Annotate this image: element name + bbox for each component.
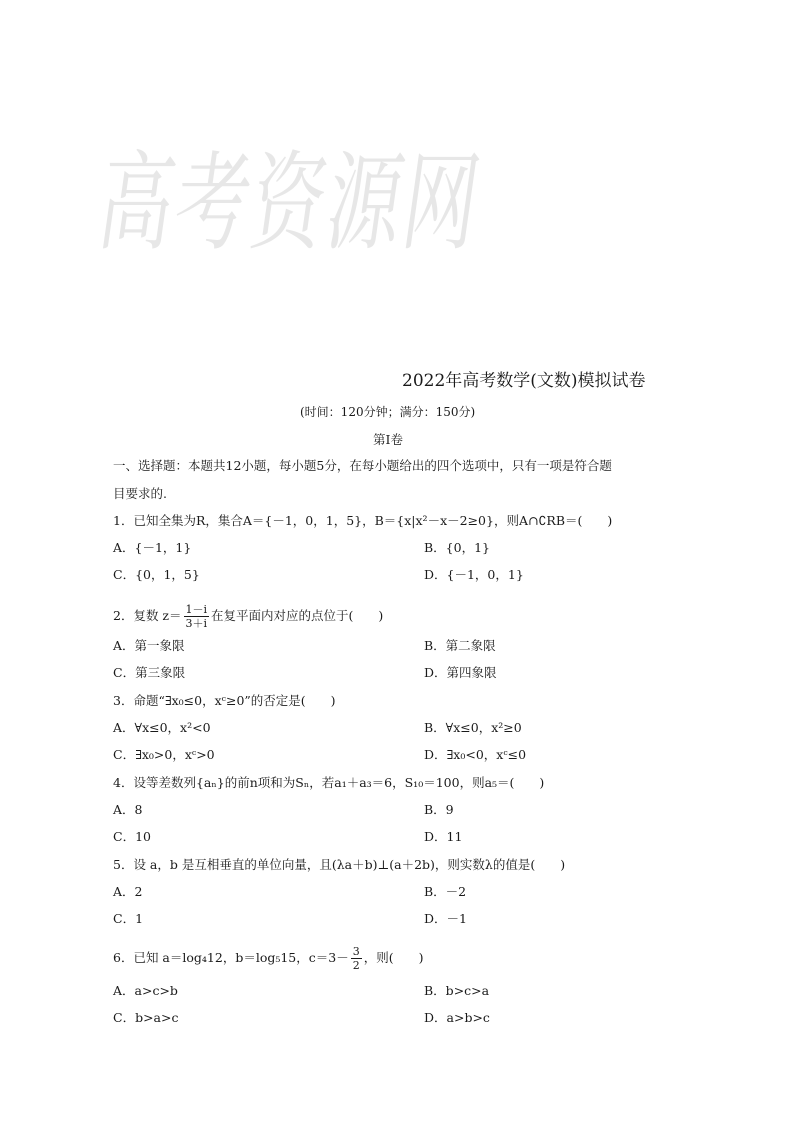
question-5-option-c: C．1 [113,911,144,926]
question-4-stem: 4．设等差数列{aₙ}的前n项和为Sₙ，若a₁＋a₃＝6，S₁₀＝100，则a₅＝( ) [113,775,545,790]
question-6-option-d: D．a>b>c [424,1010,490,1025]
fraction-denominator: 3＋i [185,617,208,630]
watermark: 高考资源网 [91,141,489,266]
question-2-option-a: A．第一象限 [113,638,185,653]
question-2-option-d: D．第四象限 [424,665,497,680]
question-2-fraction [184,603,210,630]
question-6-prefix: 6．已知 a＝log₄12，b＝log₅15，c＝3－ [113,950,349,965]
question-2-suffix: 在复平面内对应的点位于( ) [211,608,384,623]
question-5-option-b: B．－2 [424,884,467,899]
question-2-option-c: C．第三象限 [113,665,186,680]
question-6-fraction [351,945,362,972]
question-1-option-c: C．{0，1，5} [113,567,200,582]
question-6-option-b: B．b>c>a [424,983,490,998]
fraction-numerator: 3 [352,945,360,958]
exam-subtitle: (时间：120分钟；满分：150分) [300,405,476,419]
question-5-stem: 5．设 a，b 是互相垂直的单位向量，且(λa＋b)⊥(a＋2b)，则实数λ的值是( ) [113,857,566,872]
question-6-option-c: C．b>a>c [113,1010,179,1025]
question-3-option-d: D．∃x₀<0，xᶜ≤0 [424,747,527,762]
question-4-option-d: D．11 [424,829,463,844]
question-1-option-b: B．{0，1} [424,540,490,555]
question-4-option-c: C．10 [113,829,151,844]
question-5-option-d: D．－1 [424,911,467,926]
question-2-option-b: B．第二象限 [424,638,496,653]
question-6-option-a: A．a>c>b [113,983,178,998]
section-heading-line-2: 目要求的. [113,486,167,501]
volume-label: 第Ⅰ卷 [373,432,403,447]
question-3-option-b: B．∀x≤0，x²≥0 [424,720,522,735]
question-4-option-b: B．9 [424,802,454,817]
section-heading-line-1: 一、选择题：本题共12小题，每小题5分，在每小题给出的四个选项中，只有一项是符合题 [113,458,612,473]
question-3-stem: 3．命题“∃x₀≤0，xᶜ≥0”的否定是( ) [113,693,336,708]
question-4-option-a: A．8 [113,802,143,817]
question-2-prefix: 2．复数 z＝ [113,608,182,623]
question-2-stem [113,603,383,630]
question-6-suffix: ，则( ) [363,950,424,965]
fraction-denominator: 2 [352,959,360,972]
question-6-stem [113,945,423,972]
question-5-option-a: A．2 [113,884,143,899]
question-1-stem: 1．已知全集为R，集合A＝{－1，0，1，5}，B＝{x|x²－x－2≥0}，则A∩∁RB＝( ) [113,513,613,528]
exam-title: 2022年高考数学(文数)模拟试卷 [402,371,646,391]
question-3-option-c: C．∃x₀>0，xᶜ>0 [113,747,215,762]
fraction-numerator: 1－i [185,603,208,616]
question-1-option-d: D．{－1，0，1} [424,567,524,582]
question-1-option-a: A．{－1，1} [113,540,192,555]
question-3-option-a: A．∀x≤0，x²<0 [113,720,211,735]
